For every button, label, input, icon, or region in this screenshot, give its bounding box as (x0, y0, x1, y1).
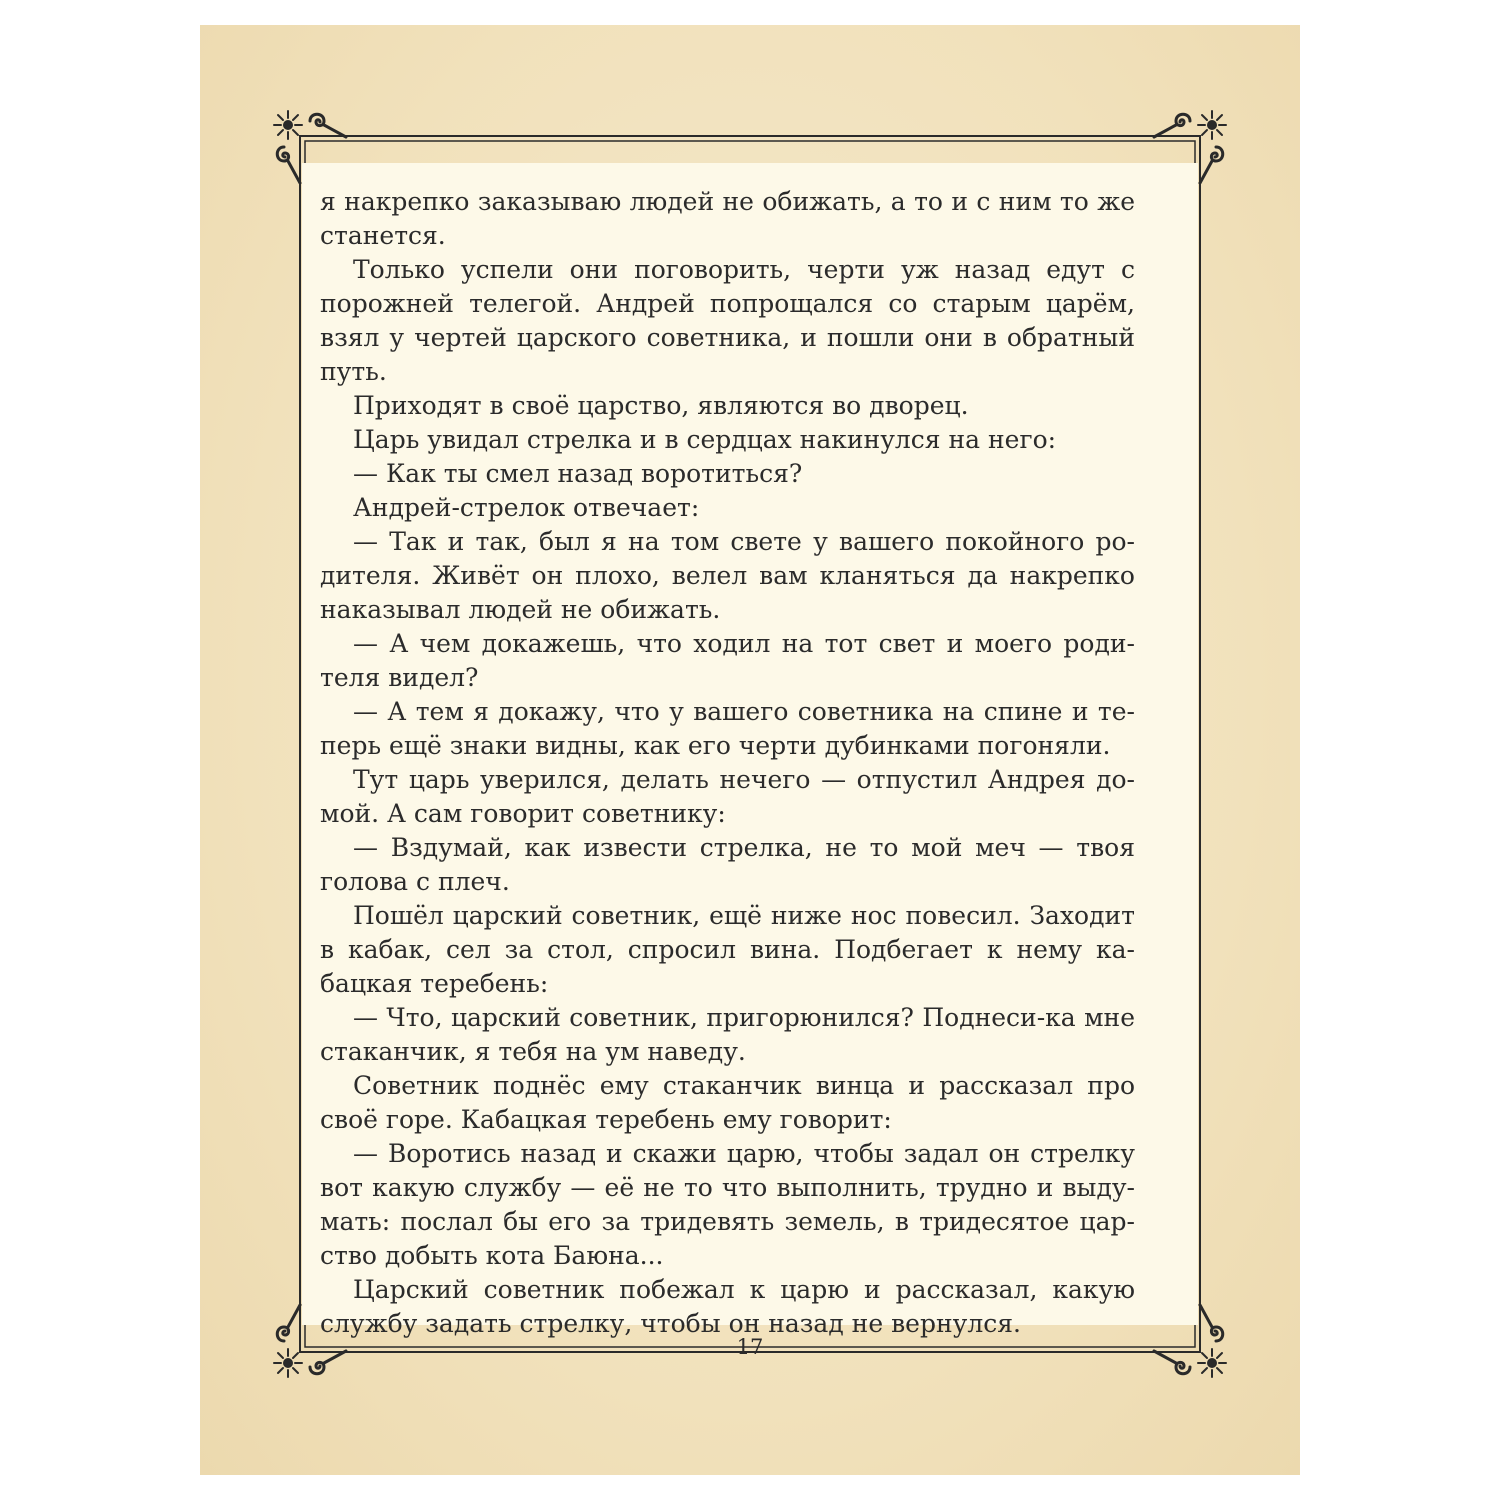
paragraph: Андрей-стрелок отвечает: (353, 493, 700, 522)
paragraph: — Воротись назад и скажи царю, чтобы задал он стрелку вот какую службу — её не то что выполнить, трудно и выдумать: послал бы его за тридевять земель, в тридесятое царство добыть кота Баюна... (320, 1139, 1135, 1270)
paragraph: — Как ты смел назад воротиться? (353, 459, 803, 488)
paragraph: Тут царь уверился, делать нечего — отпустил Андрея домой. А сам говорит советнику: (320, 765, 1135, 828)
paragraph: — Так и так, был я на том свете у вашего покойного родителя. Живёт он плохо, велел вам кланяться да накрепко наказывал людей не обижать. (320, 527, 1135, 624)
paragraph: я накрепко заказываю людей не обижать, а то и с ним то же станется. (320, 187, 1135, 250)
page-number: 17 (736, 1335, 764, 1359)
paragraph: Пошёл царский советник, ещё ниже нос повесил. Заходит в кабак, сел за стол, спросил вина. Подбегает к нему кабацкая теребень: (320, 901, 1135, 998)
book-page (200, 25, 1300, 1475)
paragraph: — Что, царский советник, пригорюнился? Поднеси-ка мне стаканчик, я тебя на ум наведу. (320, 1003, 1135, 1066)
paragraph: — Вздумай, как извести стрелка, не то мой меч — твоя голова с плеч. (320, 833, 1135, 896)
paragraph: Царский советник побежал к царю и рассказал, какую службу задать стрелку, чтобы он назад не вернулся. (320, 1275, 1135, 1338)
story-text (320, 185, 1135, 1341)
paragraph: Приходят в своё царство, являются во дворец. (353, 391, 969, 420)
paragraph: — А тем я докажу, что у вашего советника на спине и теперь ещё знаки видны, как его черти дубинками погоняли. (320, 697, 1135, 760)
paragraph: — А чем докажешь, что ходил на тот свет и моего родителя видел? (320, 629, 1135, 692)
paragraph: Советник поднёс ему стаканчик винца и рассказал про своё горе. Кабацкая теребень ему говорит: (320, 1071, 1135, 1134)
paragraph: Царь увидал стрелка и в сердцах накинулся на него: (353, 425, 1057, 454)
paragraph: Только успели они поговорить, черти уж назад едут с порожней телегой. Андрей попрощался со старым царём, взял у чертей царского советника, и пошли они в обратный путь. (320, 255, 1135, 386)
